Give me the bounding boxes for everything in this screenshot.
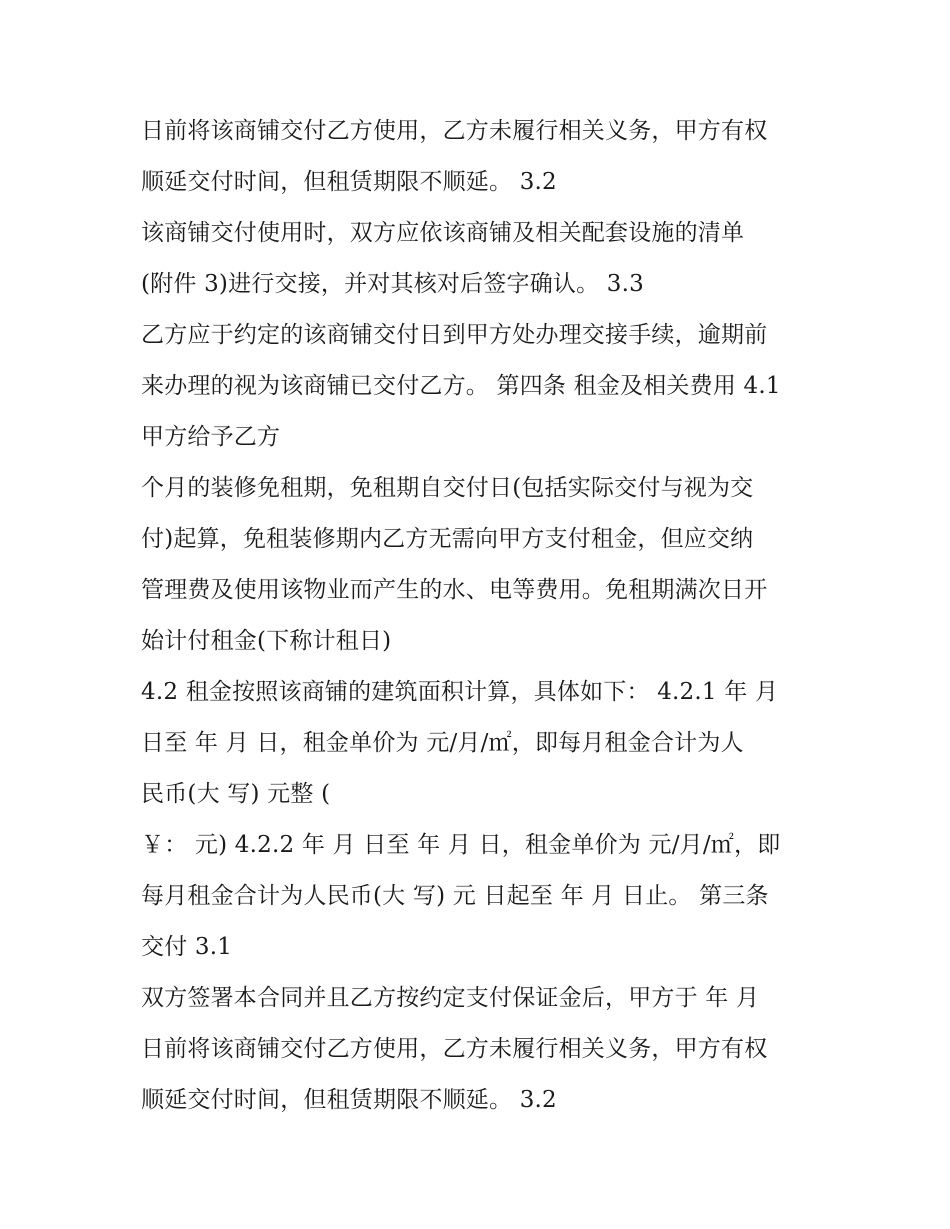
text-line: 每月租金合计为人民币(大 写) 元 日起至 年 月 日止。 第三条 [141, 883, 769, 909]
text-line: 日前将该商铺交付乙方使用，乙方未履行相关义务，甲方有权 [141, 1036, 768, 1062]
text-line: 顺延交付时间，但租赁期限不顺延。 3.2 [141, 1087, 557, 1113]
text-line: 甲方给予乙方 [141, 424, 281, 450]
text-line: 日至 年 月 日，租金单价为 元/月/㎡，即每月租金合计为人 [141, 730, 744, 756]
text-line: 乙方应于约定的该商铺交付日到甲方处办理交接手续，逾期前 [141, 322, 768, 348]
document-body [141, 106, 831, 1126]
text-line: 付)起算，免租装修期内乙方无需向甲方支付租金，但应交纳 [141, 526, 754, 552]
text-line: 该商铺交付使用时，双方应依该商铺及相关配套设施的清单 [141, 220, 745, 246]
text-line: (附件 3)进行交接，并对其核对后签字确认。 3.3 [141, 271, 644, 297]
text-line: 个月的装修免租期，免租期自交付日(包括实际交付与视为交 [141, 475, 754, 501]
text-line: 民币(大 写) 元整 ( [141, 781, 331, 807]
text-line: 双方签署本合同并且乙方按约定支付保证金后，甲方于 年 月 [141, 985, 760, 1011]
text-line: 交付 3.1 [141, 934, 233, 960]
text-line: 顺延交付时间，但租赁期限不顺延。 3.2 [141, 169, 557, 195]
text-line: 始计付租金(下称计租日) [141, 628, 392, 654]
text-line: ￥： 元) 4.2.2 年 月 日至 年 月 日，租金单价为 元/月/㎡，即 [141, 832, 781, 858]
text-line: 来办理的视为该商铺已交付乙方。 第四条 租金及相关费用 4.1 [141, 373, 781, 399]
text-line: 日前将该商铺交付乙方使用，乙方未履行相关义务，甲方有权 [141, 118, 768, 144]
text-line: 4.2 租金按照该商铺的建筑面积计算，具体如下： 4.2.1 年 月 [141, 679, 779, 705]
text-line: 管理费及使用该物业而产生的水、电等费用。免租期满次日开 [141, 577, 768, 603]
